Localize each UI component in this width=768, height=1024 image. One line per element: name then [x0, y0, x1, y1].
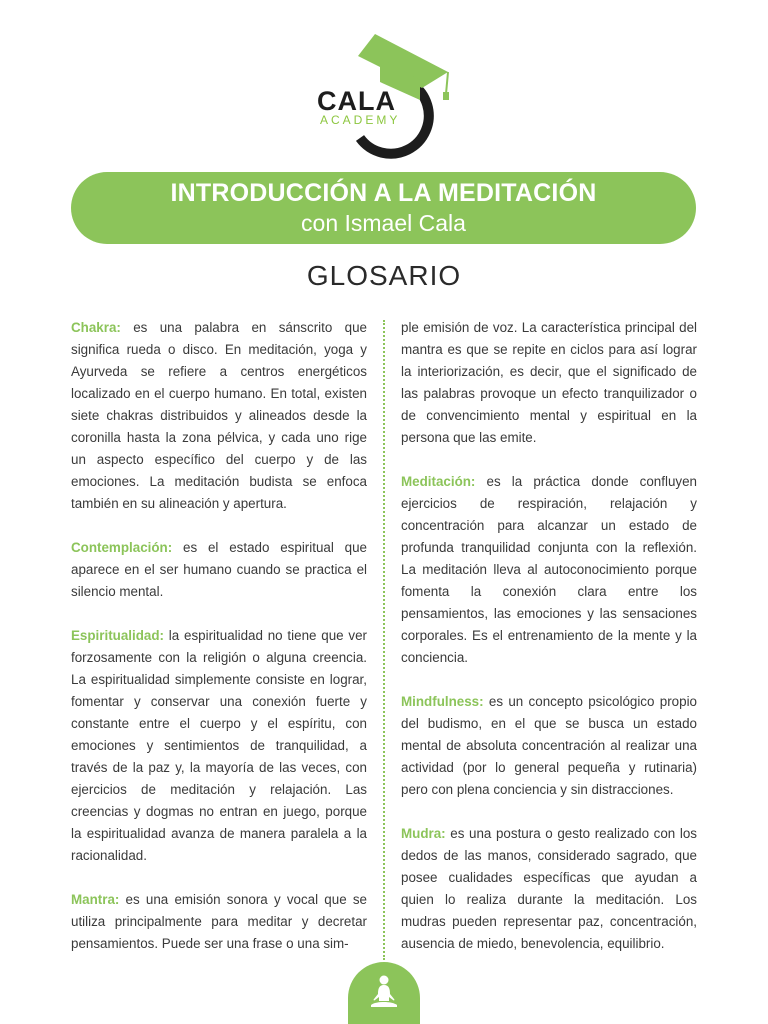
- glossary-right-column: [401, 317, 697, 977]
- footer-tab: [348, 962, 420, 1024]
- glossary-definition: es una postura o gesto realizado con los dedos de las manos, considerado sagrado, que posee cualidades específicas que ayudan a quien lo realiza durante la meditación. Los mudras pueden representar paz, concentración, ausencia de miedo, benevolencia, equilibrio.: [401, 826, 697, 951]
- glossary-entry: [71, 889, 367, 955]
- glossary-term: Espiritualidad:: [71, 628, 165, 643]
- glossary-term: Mudra:: [401, 826, 446, 841]
- glossary-entry: [401, 471, 697, 669]
- logo-name: CALA: [317, 86, 396, 116]
- glossary-definition: es un concepto psicológico propio del budismo, en el que se busca un estado mental de absoluta concentración al realizar una actividad (por lo general pequeña y rutinaria) pero con plena conciencia y sin distracciones.: [401, 694, 697, 797]
- glossary-definition: es el estado espiritual que aparece en el ser humano cuando se practica el silencio mental.: [71, 540, 367, 599]
- glossary-definition: es la práctica donde confluyen ejercicios de respiración, relajación y concentración para alcanzar un estado de profunda tranquilidad conjunta con la reflexión. La meditación lleva al autoconocimiento porque fomenta la conexión clara entre los pensamientos, las emociones y las sensaciones corporales. Es el entrenamiento de la mente y la conciencia.: [401, 474, 697, 665]
- glossary-definition: la espiritualidad no tiene que ver forzosamente con la religión o alguna creencia. La espiritualidad simplemente consiste en lograr, fomentar y conservar una conexión fuerte y constante entre el cuerpo y el espíritu, con emociones y sentimientos de tranquilidad, a través de la paz y, la mayoría de las veces, con ejercicios de meditación y relajación. Las creencias y dogmas no entran en juego, porque la espiritualidad avanza de manera paralela a la racionalidad.: [71, 628, 367, 863]
- glossary-term: Meditación:: [401, 474, 476, 489]
- logo-subtitle: ACADEMY: [320, 113, 401, 127]
- glossary-left-column: [71, 317, 367, 977]
- glossary-term: Mantra:: [71, 892, 120, 907]
- glossary-entry: [71, 317, 367, 515]
- glossary-definition: es una palabra en sánscrito que significa rueda o disco. En meditación, yoga y Ayurveda se refiere a centros energéticos localizado en el cuerpo humano. En total, existen siete chakras distribuidos y alineados desde la coronilla hasta la zona pélvica, y cada uno rige un aspecto específico del cuerpo y de las emociones. La meditación budista se enfoca también en su alineación y apertura.: [71, 320, 367, 511]
- page-heading: GLOSARIO: [306, 260, 462, 291]
- glossary-definition: es una emisión sonora y vocal que se utiliza principalmente para meditar y decretar pensamientos. Puede ser una frase o una sim-: [71, 892, 367, 951]
- glossary-entry: [401, 691, 697, 801]
- column-divider: [383, 320, 385, 960]
- glossary-definition: ple emisión de voz. La característica principal del mantra es que se repite en ciclos para así lograr la interiorización, es decir, que el significado de las palabras provoque un efecto tranquilizador o de convencimiento mental y espiritual en la persona que las emite.: [401, 320, 697, 445]
- glossary-entry: [71, 625, 367, 867]
- title-banner: [71, 172, 696, 244]
- glossary-term: Mindfulness:: [401, 694, 484, 709]
- glossary-entry: [401, 823, 697, 955]
- course-subtitle: con Ismael Cala: [301, 210, 466, 236]
- glossary-entry: [401, 317, 697, 449]
- course-title: INTRODUCCIÓN A LA MEDITACIÓN: [170, 179, 597, 207]
- glossary-term: Chakra:: [71, 320, 121, 335]
- glossary-entry: [71, 537, 367, 603]
- meditation-icon: [366, 974, 402, 1012]
- glossary-term: Contemplación:: [71, 540, 173, 555]
